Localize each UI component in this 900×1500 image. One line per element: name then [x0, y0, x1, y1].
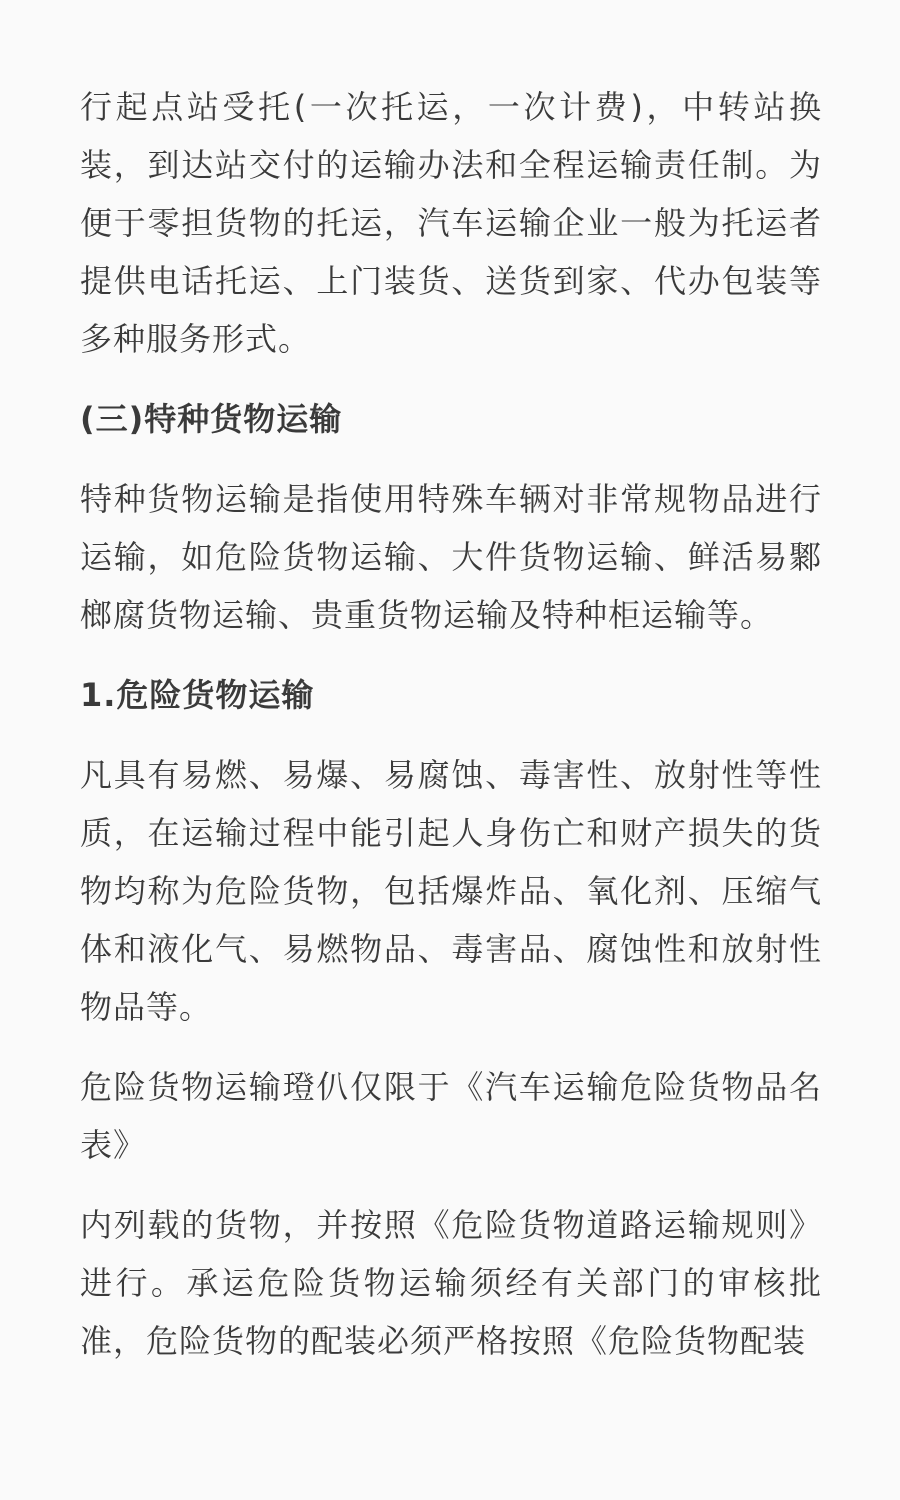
paragraph-dangerous-goods-rules: 内列载的货物，并按照《危险货物道路运输规则》进行。承运危险货物运输须经有关部门的审核批准，危险货物的配装必须严格按照《危险货物配装: [80, 1206, 822, 1360]
paragraph-special-cargo: 特种货物运输是指使用特殊车辆对非常规物品进行运输，如危险货物运输、大件货物运输、鲜活易鄹榔腐货物运输、贵重货物运输及特种柜运输等。: [80, 480, 822, 634]
paragraph-dangerous-goods-scope: 危险货物运输璒仈仅限于《汽车运输危险货物品名表》: [80, 1068, 822, 1164]
subsection-heading-dangerous-goods: 1.危险货物运输: [80, 676, 315, 714]
paragraph-dangerous-goods-definition: 凡具有易燃、易爆、易腐蚀、毒害性、放射性等性质，在运输过程中能引起人身伤亡和财产损失的货物均称为危险货物，包括爆炸品、氧化剂、压缩气体和液化气、易燃物品、毒害品、腐蚀性和放射性物品等。: [80, 756, 822, 1026]
paragraph-less-than-truckload: 行起点站受托(一次托运，一次计费)，中转站换装，到达站交付的运输办法和全程运输责任制。为便于零担货物的托运，汽车运输企业一般为托运者提供电话托运、上门装货、送货到家、代办包装等多种服务形式。: [80, 88, 822, 358]
section-heading-special-cargo: (三)特种货物运输: [80, 400, 343, 438]
